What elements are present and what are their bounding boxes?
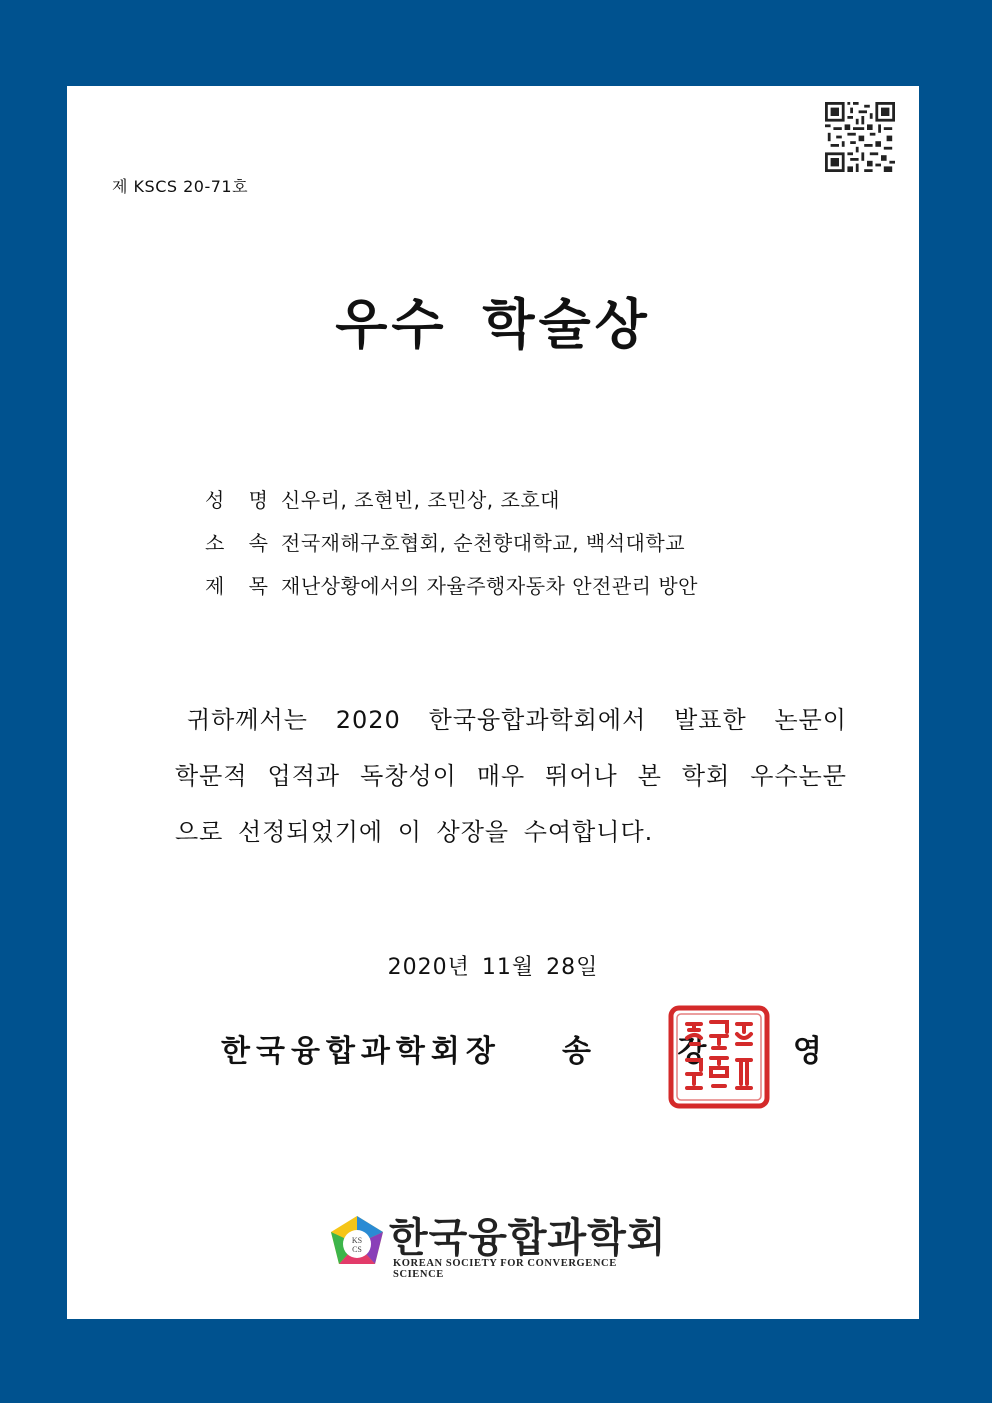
info-row-title xyxy=(205,570,698,613)
certificate-number: 제 KSCS 20-71호 xyxy=(112,177,249,196)
president-title: 한국융합과학회장 xyxy=(221,1034,501,1069)
certificate-title: 우수 학술상 xyxy=(335,293,651,356)
certificate-paper xyxy=(67,86,919,1319)
president-name: 송 강 영 xyxy=(562,1034,860,1069)
info-row-name xyxy=(205,484,698,527)
society-emblem-icon xyxy=(327,1214,387,1272)
society-logo xyxy=(327,1206,667,1280)
recipient-names: 신우리, 조현빈, 조민상, 조호대 xyxy=(281,488,560,512)
recipient-affiliations: 전국재해구호협회, 순천향대학교, 백석대학교 xyxy=(281,531,686,555)
citation-line: 귀하께서는 2020 한국융합과학회에서 발표한 논문이 xyxy=(187,706,847,734)
info-row-affiliation xyxy=(205,527,698,570)
paper-title: 재난상황에서의 자율주행자동차 안전관리 방안 xyxy=(281,574,698,598)
recipient-info xyxy=(205,484,698,613)
info-label: 소 속 xyxy=(205,531,277,555)
info-label: 제 목 xyxy=(205,574,277,598)
info-label: 성 명 xyxy=(205,488,277,512)
svg-text:KS: KS xyxy=(351,1236,363,1245)
citation-text xyxy=(175,692,847,860)
society-name: 한국융합과학회 xyxy=(389,1214,667,1261)
award-date: 2020년 11월 28일 xyxy=(387,955,599,980)
qr-code-icon xyxy=(825,102,895,172)
svg-text:CS: CS xyxy=(352,1245,362,1254)
citation-line: 으로 선정되었기에 이 상장을 수여합니다. xyxy=(175,818,654,846)
society-english-name: KOREAN SOCIETY FOR CONVERGENCE SCIENCE xyxy=(393,1258,617,1280)
citation-line: 학문적 업적과 독창성이 매우 뛰어나 본 학회 우수논문 xyxy=(175,762,847,790)
official-seal-icon xyxy=(667,1004,771,1110)
